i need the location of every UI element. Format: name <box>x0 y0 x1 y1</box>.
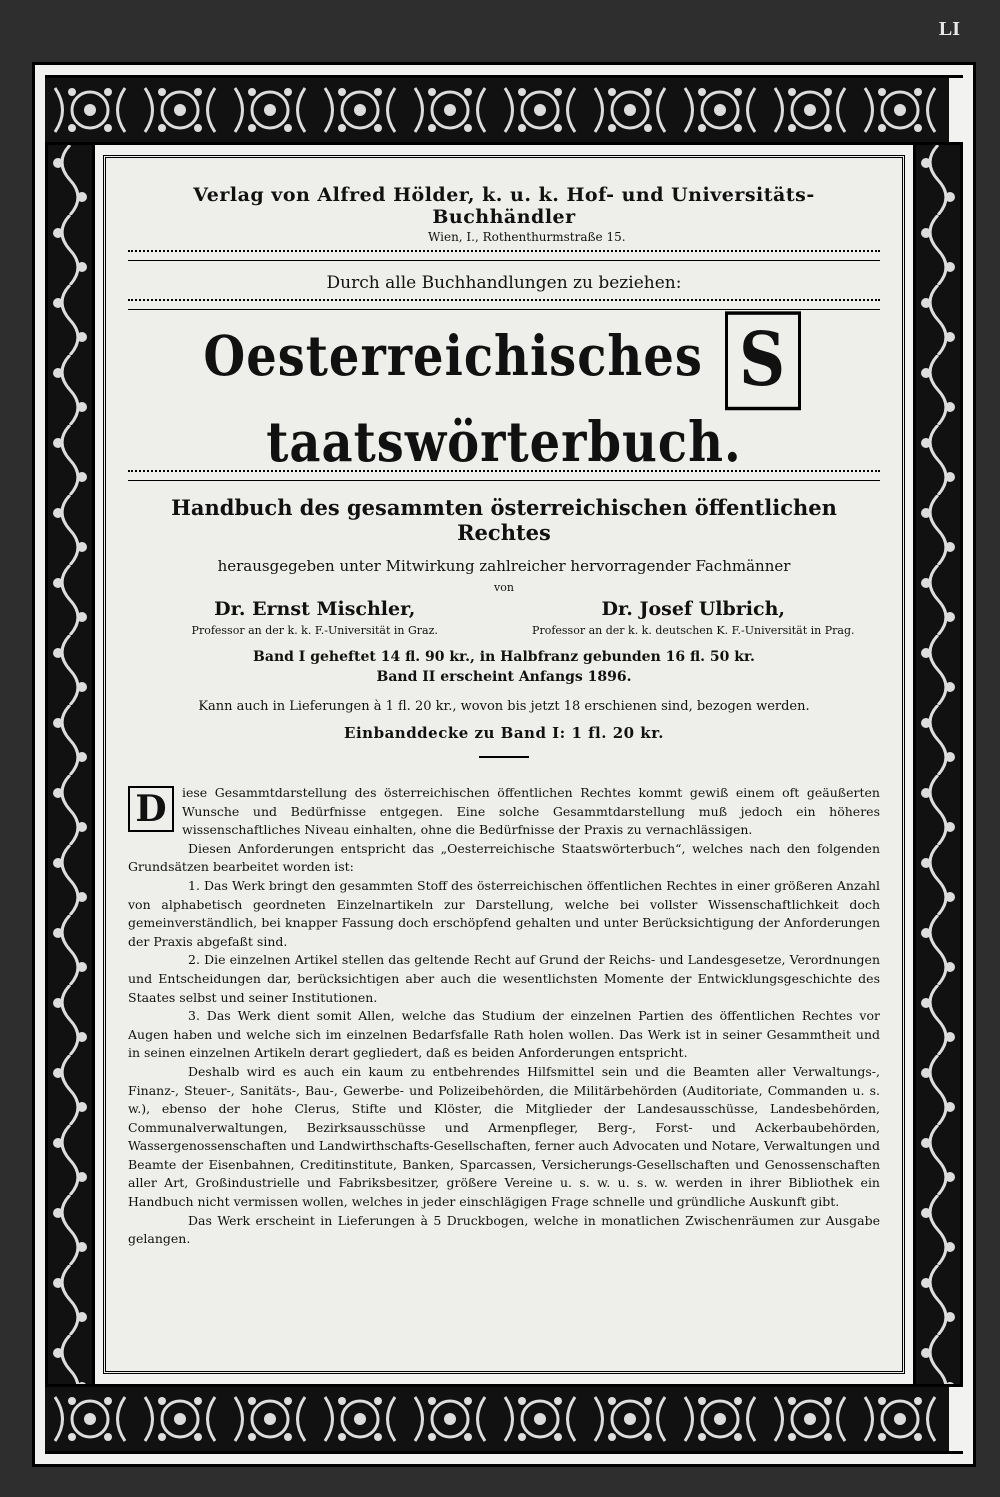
paragraph-text: iese Gesammtdarstellung des österreichischen öffentlichen Rechtes kommt gewiß einem oft geäußerten Wunsche und Bedürfnisse entgegen. Eine solche Gesammtdarstellung muß jedoch ein höheres wissenschaftliches Niveau einhalten, ohne die Bedürfnisse der Praxis zu vernachlässigen. <box>182 785 880 838</box>
editors-line: herausgegeben unter Mitwirkung zahlreicher hervorragender Fachmänner <box>217 557 791 575</box>
von-word: von <box>494 581 514 594</box>
vine-ornament-icon <box>916 145 960 1384</box>
book-title <box>128 311 880 474</box>
title-part-2: taatswörterbuch. <box>266 410 742 475</box>
floral-ornament-icon <box>45 78 949 142</box>
dotted-divider <box>128 250 880 261</box>
advertisement-panel <box>103 155 905 1374</box>
book-subtitle: Handbuch des gesammten österreichischen öffentlichen Rechtes <box>171 495 837 545</box>
title-part-1: Oesterreichisches <box>203 324 703 389</box>
author-affiliation: Professor an der k. k. F.-Universität in Graz. <box>191 624 438 637</box>
left-ornament-band <box>45 145 95 1384</box>
ornate-initial-s: S <box>725 311 801 410</box>
binding-cover-price: Einbanddecke zu Band I: 1 fl. 20 kr. <box>344 724 664 742</box>
dotted-divider <box>128 299 880 310</box>
paragraph: Deshalb wird es auch ein kaum zu entbehrendes Hilfsmittel sein und die Beamten aller Verwaltungs-, Finanz-, Steuer-, Sanitäts-, Bau-, Gewerbe- und Polizeibehörden, die Militärbehörden (Auditoriate, Commanden u. s. w.), ebenso der hohe Clerus, Stifte und Klöster, die Mitglieder der Landesausschüsse, Landesbehörden, Communalverwaltungen, Bezirksausschüsse und Armenpfleger, Berg-, Forst- und Ackerbaubehörden, Wassergenossenschaften und Landwirthschafts-Gesellschaften, ferner auch Advocaten und Notare, Verwaltungen und Beamte der Eisenbahnen, Creditinstitute, Banken, Sparcassen, Versicherungs-Gesellschaften und Genossenschaften aller Art, Großindustrielle und Fabriksbesitzer, größere Vereine u. s. w. u. s. w. werden in ihrer Bibliothek ein Handbuch nicht vermissen wollen, welches in jeder einschlägigen Frage schnelle und gründliche Auskunft gibt. <box>128 1063 880 1210</box>
publisher-line: Verlag von Alfred Hölder, k. u. k. Hof- und Universitäts-Buchhändler <box>193 184 815 228</box>
authors-row <box>128 598 880 637</box>
bottom-ornament-band <box>45 1384 963 1454</box>
paragraph <box>128 784 880 840</box>
publisher-address: Wien, I., Rothenthurmstraße 15. <box>428 230 626 244</box>
paragraph: Das Werk erscheint in Lieferungen à 5 Druckbogen, welche in monatlichen Zwischenräumen zur Ausgabe gelangen. <box>128 1212 880 1247</box>
page-number: LI <box>938 18 960 40</box>
author-affiliation: Professor an der k. k. deutschen K. F.-Universität in Prag. <box>532 624 855 637</box>
paragraph: 2. Die einzelnen Artikel stellen das geltende Recht auf Grund der Reichs- und Landesgesetze, Verordnungen und Entscheidungen dar, berücksichtigen aber auch die wesentlichsten Momente der Entwicklungsgeschichte des Staates selbst und seiner Institutionen. <box>128 952 880 1005</box>
drop-cap: D <box>128 786 174 832</box>
author-block <box>519 598 868 637</box>
paragraph: 3. Das Werk dient somit Allen, welche das Studium der einzelnen Partien des öffentlichen Rechtes vor Augen haben und welche sich im einzelnen Bedarfsfalle Rath holen wollen. Das Werk ist in seiner Gesammtheit und in seinen einzelnen Artikeln derart gegliedert, daß es beiden Anforderungen entspricht. <box>128 1008 880 1061</box>
availability-note: Durch alle Buchhandlungen zu beziehen: <box>326 273 682 293</box>
short-divider <box>479 756 529 758</box>
installment-note: Kann auch in Lieferungen à 1 fl. 20 kr., wovon bis jetzt 18 erschienen sind, bezogen werden. <box>198 699 810 714</box>
vine-ornament-icon <box>48 145 92 1384</box>
right-ornament-band <box>913 145 963 1384</box>
price-line-2: Band II erscheint Anfangs 1896. <box>376 669 632 685</box>
ornamental-frame <box>32 62 976 1467</box>
top-ornament-band <box>45 75 963 145</box>
description-text <box>128 784 880 1249</box>
floral-ornament-icon <box>45 1387 949 1451</box>
paragraph: 1. Das Werk bringt den gesammten Stoff des österreichischen öffentlichen Rechtes in einer größeren Anzahl von alphabetisch geordneten Einzelnartikeln zur Darstellung, welche bei vollster Wissenschaftlichkeit doch gemeinverständlich, bei knapper Fassung doch erschöpfend gehalten und unter Berücksichtigung der Anforderungen der Praxis abgefaßt sind. <box>128 877 880 949</box>
price-line-1: Band I geheftet 14 fl. 90 kr., in Halbfranz gebunden 16 fl. 50 kr. <box>253 649 755 665</box>
paragraph: Diesen Anforderungen entspricht das „Oesterreichische Staatswörterbuch“, welches nach den folgenden Grundsätzen bearbeitet worden ist: <box>128 840 880 875</box>
author-block <box>140 598 489 637</box>
author-name: Dr. Josef Ulbrich, <box>601 598 786 620</box>
author-name: Dr. Ernst Mischler, <box>214 598 416 620</box>
